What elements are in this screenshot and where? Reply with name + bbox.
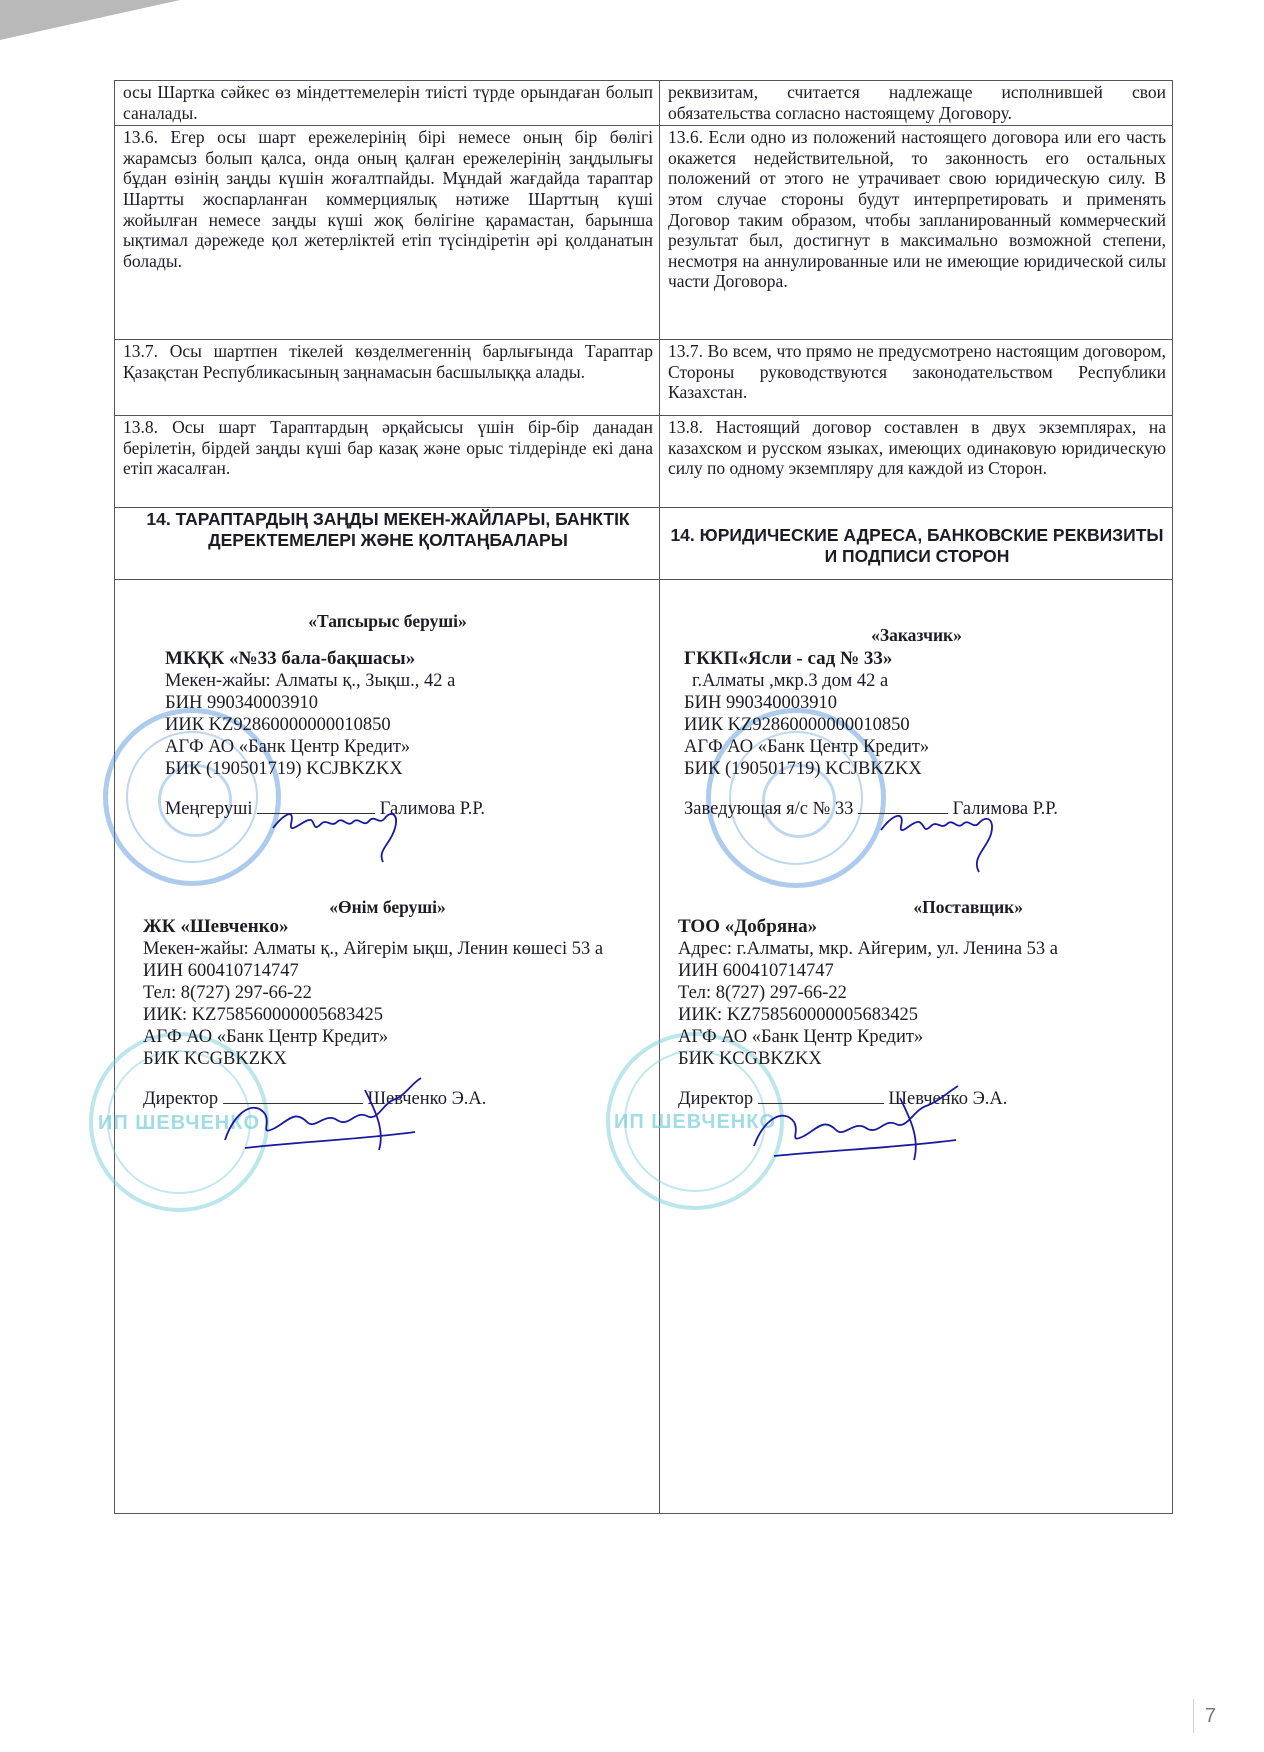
customer-kz-bik: БИК (190501719) KCJBKZKX xyxy=(165,759,403,780)
clause-text-ru: реквизитам, считается надлежаще исполнившей свои обязательства согласно настоящему Договору. xyxy=(668,82,1166,123)
supplier-kz-bik: БИК KCGBKZKX xyxy=(143,1049,287,1070)
customer-kz-role: Меңгеруші xyxy=(165,799,253,820)
supplier-kz-name: ЖК «Шевченко» xyxy=(143,916,289,938)
supplier-ru-label: «Поставщик» xyxy=(913,897,1023,918)
supplier-ru-bik: БИК KCGBKZKX xyxy=(678,1049,822,1070)
clause-text-kz: 13.7. Осы шартпен тікелей көзделмегеннің барлығында Тараптар Қазақстан Республикасының заңнамасын басшылыққа алады. xyxy=(123,341,653,382)
table-row xyxy=(115,126,1173,340)
clause-kz xyxy=(115,416,660,508)
customer-kz-details xyxy=(165,648,645,820)
customer-ru-bik: БИК (190501719) KCJBKZKX xyxy=(684,759,922,780)
supplier-kz-bank: АГФ АО «Банк Центр Кредит» xyxy=(143,1027,389,1048)
customer-ru-details xyxy=(684,648,1164,820)
supplier-ru-phone: Тел: 8(727) 297-66-22 xyxy=(678,983,847,1004)
contract-table xyxy=(97,80,1173,1514)
clause-text-kz: 13.6. Егер осы шарт ережелерінің бірі немесе оның бір бөлігі жарамсыз болып қалса, онда оның қалған ережелерінің заңдылығы бұдан өзінің заңды күшін жоғалтпайды. Мұндай жағдайда тараптар Шартты жоспарланған коммерциялық нәтиже Шарттың күші жойылған немесе заңды күші жоқ бөлігіне қарамастан, барынша ықтимал дәрежеде қол жетерліктей етіп түсіндіретін әрі қолданатын болады. xyxy=(123,127,653,271)
clause-ru xyxy=(660,126,1173,340)
customer-kz-signature-line xyxy=(165,798,645,820)
clause-text-ru: 13.8. Настоящий договор составлен в двух экземплярах, на казахском и русском языках, имеющих одинаковую юридическую силу по одному экземпляру для каждой из Сторон. xyxy=(668,417,1166,479)
supplier-kz-label: «Өнім беруші» xyxy=(329,897,446,918)
section-heading-ru: 14. ЮРИДИЧЕСКИЕ АДРЕСА, БАНКОВСКИЕ РЕКВИЗИТЫ И ПОДПИСИ СТОРОН xyxy=(670,525,1164,567)
customer-kz-bank: АГФ АО «Банк Центр Кредит» xyxy=(165,737,411,758)
customer-kz-bin: БИН 990340003910 xyxy=(165,693,318,714)
table-row xyxy=(115,340,1173,416)
clause-text-kz: 13.8. Осы шарт Тараптардың әрқайсысы үшін бір-бір данадан берілетін, бірдей заңды күші бар казақ және орыс тілдерінде екі дана етіп жасалған. xyxy=(123,417,653,479)
clause-kz xyxy=(115,340,660,416)
supplier-kz-details xyxy=(143,916,643,1110)
stamp-text: ИП ШЕВЧЕНКО xyxy=(97,1111,261,1134)
customer-kz-name: МКҚК «№33 бала-бақшасы» xyxy=(165,648,416,670)
customer-ru-name: ГККП«Ясли - сад № 33» xyxy=(684,648,893,670)
supplier-kz-block xyxy=(115,896,660,918)
customer-kz-block xyxy=(115,610,660,632)
customer-kz-address: Мекен-жайы: Алматы қ., Зықш., 42 а xyxy=(165,671,456,692)
supplier-kz-role: Директор xyxy=(143,1089,219,1110)
clause-ru xyxy=(660,81,1173,126)
section-heading-ru-cell xyxy=(660,508,1173,580)
supplier-ru-details xyxy=(678,916,1158,1110)
customer-kz-label: «Тапсырыс беруші» xyxy=(308,611,467,632)
supplier-ru-iik: ИИК: KZ758560000005683425 xyxy=(678,1005,918,1026)
clause-ru xyxy=(660,416,1173,508)
table-row xyxy=(115,416,1173,508)
signatures-kz xyxy=(97,580,660,1514)
customer-kz-iik: ИИК KZ92860000000010850 xyxy=(165,715,391,736)
supplier-ru-name: ТОО «Добряна» xyxy=(678,916,818,938)
supplier-kz-address: Мекен-жайы: Алматы қ., Айгерім ықш, Ленин көшесі 53 а xyxy=(143,939,604,960)
clause-kz xyxy=(115,126,660,340)
signature-underline xyxy=(257,812,375,814)
supplier-kz-phone: Тел: 8(727) 297-66-22 xyxy=(143,983,312,1004)
supplier-ru-iin: ИИН 600410714747 xyxy=(678,961,834,982)
signatures-ru xyxy=(613,580,1173,1514)
page-number: 7 xyxy=(1204,1705,1216,1727)
stamp-text: ИП ШЕВЧЕНКО xyxy=(613,1110,777,1133)
customer-kz-signer: Галимова Р.Р. xyxy=(379,799,485,820)
customer-ru-bin: БИН 990340003910 xyxy=(684,693,837,714)
supplier-kz-signature-line xyxy=(143,1088,643,1110)
contract-page xyxy=(97,80,1172,1480)
supplier-ru-signature-line xyxy=(678,1088,1158,1110)
signature-underline xyxy=(858,812,948,814)
customer-ru-address: г.Алматы ,мкр.3 дом 42 а xyxy=(692,671,889,692)
clause-text-ru: 13.7. Во всем, что прямо не предусмотрено настоящим договором, Стороны руководствуются законодательством Республики Казахстан. xyxy=(668,341,1166,403)
supplier-ru-block xyxy=(660,896,1173,918)
customer-ru-role: Заведующая я/с № 33 xyxy=(684,799,854,820)
supplier-ru-address: Адрес: г.Алматы, мкр. Айгерим, ул. Ленина 53 а xyxy=(678,939,1059,960)
clause-kz xyxy=(115,81,660,126)
supplier-kz-signer: Шевченко Э.А. xyxy=(367,1089,487,1110)
signature-underline xyxy=(758,1102,884,1104)
section-heading-row xyxy=(115,508,1173,580)
scan-corner-shadow xyxy=(0,0,180,40)
customer-ru-block xyxy=(660,624,1173,646)
table-row xyxy=(115,81,1173,126)
clause-text-ru: 13.6. Если одно из положений настоящего договора или его часть окажется недействительной, то законность его остальных положений от этого не утрачивает свою юридическую силу. В этом случае стороны будут интерпретировать и применять Договор таким образом, чтобы запланированный коммерческий результат был, достигнут в максимально возможной степени, несмотря на аннулированные или не имеющие юридической силы части Договора. xyxy=(668,127,1166,292)
section-heading-kz-cell xyxy=(115,508,660,580)
signature-underline xyxy=(223,1102,363,1104)
supplier-ru-role: Директор xyxy=(678,1089,754,1110)
clause-text-kz: осы Шартка сәйкес өз міндеттемелерін тиісті түрде орындаған болып саналады. xyxy=(123,82,653,123)
customer-ru-label: «Заказчик» xyxy=(871,625,962,646)
section-heading-kz: 14. ТАРАПТАРДЫҢ ЗАҢДЫ МЕКЕН-ЖАЙЛАРЫ, БАНКТІК ДЕРЕКТЕМЕЛЕРІ ЖӘНЕ ҚОЛТАҢБАЛАРЫ xyxy=(146,509,630,551)
supplier-ru-bank: АГФ АО «Банк Центр Кредит» xyxy=(678,1027,924,1048)
supplier-kz-iik: ИИК: KZ758560000005683425 xyxy=(143,1005,383,1026)
customer-ru-bank: АГФ АО «Банк Центр Кредит» xyxy=(684,737,930,758)
customer-ru-iik: ИИК KZ92860000000010850 xyxy=(684,715,910,736)
customer-ru-signature-line xyxy=(684,798,1164,820)
supplier-kz-iin: ИИН 600410714747 xyxy=(143,961,299,982)
clause-ru xyxy=(660,340,1173,416)
customer-ru-signer: Галимова Р.Р. xyxy=(952,799,1058,820)
supplier-ru-signer: Шевченко Э.А. xyxy=(888,1089,1008,1110)
signatures-row xyxy=(115,580,1173,1514)
